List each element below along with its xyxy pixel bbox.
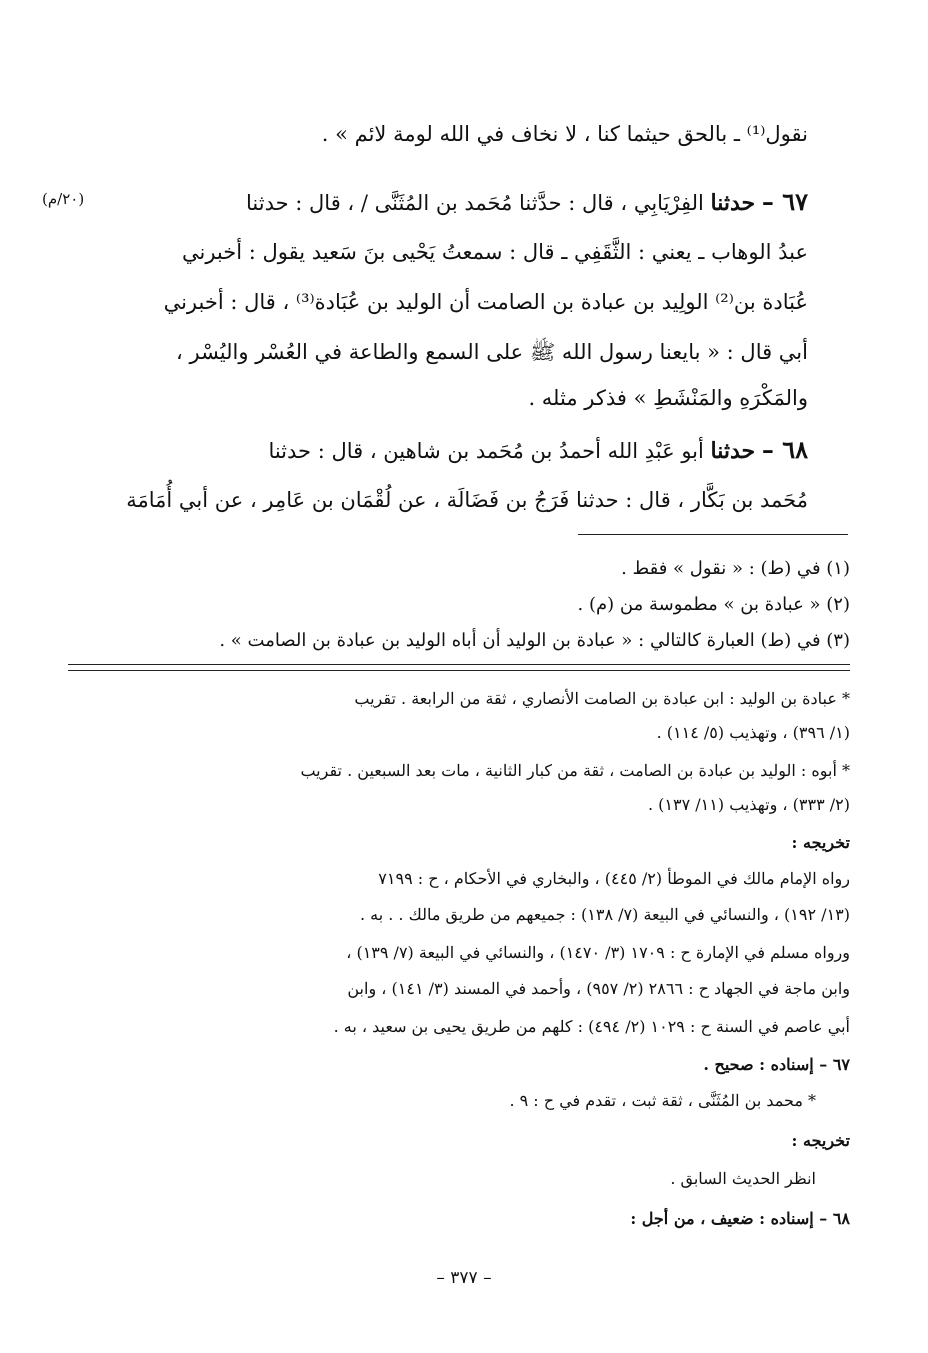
commentary-line-9: وابن ماجة في الجهاد ح : ٢٨٦٦ (٢/ ٩٥٧) ، وأحمد في المسند (٣/ ١٤١) ، وابن	[347, 979, 850, 998]
commentary-line-2: (١/ ٣٩٦) ، وتهذيب (٥/ ١١٤) .	[656, 723, 850, 742]
commentary-line-4: (٢/ ٣٣٣) ، وتهذيب (١١/ ١٣٧) .	[647, 795, 850, 814]
main-line-6: والمَكْرَهِ والمَنْشَطِ » فذكر مثله .	[528, 386, 808, 410]
hadith-67-text: الفِرْيَابِي ، قال : حدَّثنا مُحَمد بن المُثَنَّى / ، قال : حدثنا	[246, 191, 704, 215]
main-line-8: مُحَمد بن بَكَّار ، قال : حدثنا فَرَجُ بن فَضَالَة ، عن لُقْمَان بن عَامِر ، عن أبي أُمَامَة	[126, 488, 808, 512]
main-line-1: نقول⁽¹⁾ ـ بالحق حيثما كنا ، لا نخاف في الله لومة لائم » .	[321, 122, 808, 146]
hadith-67-label: حدثنا	[710, 190, 756, 216]
hadith-68-label: حدثنا	[710, 438, 756, 464]
footnote-separator	[578, 534, 848, 535]
margin-reference: (٢٠/م)	[42, 190, 85, 208]
main-line-3: عبدُ الوهاب ـ يعني : الثَّقَفِي ـ قال : سمعتُ يَحْيى بنَ سَعيد يقول : أخبرني	[181, 240, 808, 264]
commentary-line-10: أبي عاصم في السنة ح : ١٠٢٩ (٢/ ٤٩٤) : كلهم من طريق يحيى بن سعيد ، به .	[333, 1017, 850, 1036]
footnote-3: (٣) في (ط) العبارة كالتالي : « عبادة بن الوليد أن أباه الوليد بن عبادة بن الصامت » .	[219, 630, 850, 651]
footnote-2: (٢) « عبادة بن » مطموسة من (م) .	[577, 594, 850, 615]
page-number: – ٣٧٧ –	[436, 1268, 492, 1288]
commentary-line-7: (١٣/ ١٩٢) ، والنسائي في البيعة (٧/ ١٣٨) : جميعهم من طريق مالك . . به .	[359, 905, 850, 924]
commentary-separator-bottom	[68, 670, 850, 671]
takhrij-heading-1: تخريجه :	[791, 833, 850, 852]
commentary-line-3: * أبوه : الوليد بن عبادة بن الصامت ، ثقة من كبار الثانية ، مات بعد السبعين . تقريب	[300, 761, 850, 780]
hadith-67-line-1	[70, 180, 808, 225]
main-line-5: أبي قال : « بايعنا رسول الله ﷺ على السمع والطاعة في العُسْر واليُسْر ،	[176, 340, 808, 364]
hadith-68-text: أبو عَبْدِ الله أحمدُ بن مُحَمد بن شاهين ، قال : حدثنا	[268, 439, 704, 463]
commentary-line-1: * عبادة بن الوليد : ابن عبادة بن الصامت الأنصاري ، ثقة من الرابعة . تقريب	[354, 689, 850, 708]
hadith-68-number: ٦٨ –	[761, 435, 808, 464]
isnad-67: ٦٧ – إسناده : صحيح .	[703, 1055, 850, 1074]
isnad-68: ٦٨ – إسناده : ضعيف ، من أجل :	[630, 1209, 850, 1228]
commentary-separator-top	[68, 664, 850, 665]
main-line-4: عُبَادة بن⁽²⁾ الولِيد بن عبادة بن الصامت أن الوليد بن عُبَادة⁽³⁾ ، قال : أخبرني	[163, 290, 808, 314]
hadith-68-line-1	[70, 428, 808, 473]
takhrij-heading-2: تخريجه :	[791, 1131, 850, 1150]
hadith-67-number: ٦٧ –	[761, 187, 808, 216]
footnote-1: (١) في (ط) : « نقول » فقط .	[621, 558, 850, 579]
commentary-line-12: * محمد بن المُثَنَّى ، ثقة ثبت ، تقدم في ح : ٩ .	[509, 1091, 816, 1110]
commentary-line-8: ورواه مسلم في الإمارة ح : ١٧٠٩ (٣/ ١٤٧٠) ، والنسائي في البيعة (٧/ ١٣٩) ،	[346, 943, 850, 962]
commentary-line-6: رواه الإمام مالك في الموطأ (٢/ ٤٤٥) ، والبخاري في الأحكام ، ح : ٧١٩٩	[378, 869, 850, 888]
commentary-line-14: انظر الحديث السابق .	[670, 1169, 816, 1188]
